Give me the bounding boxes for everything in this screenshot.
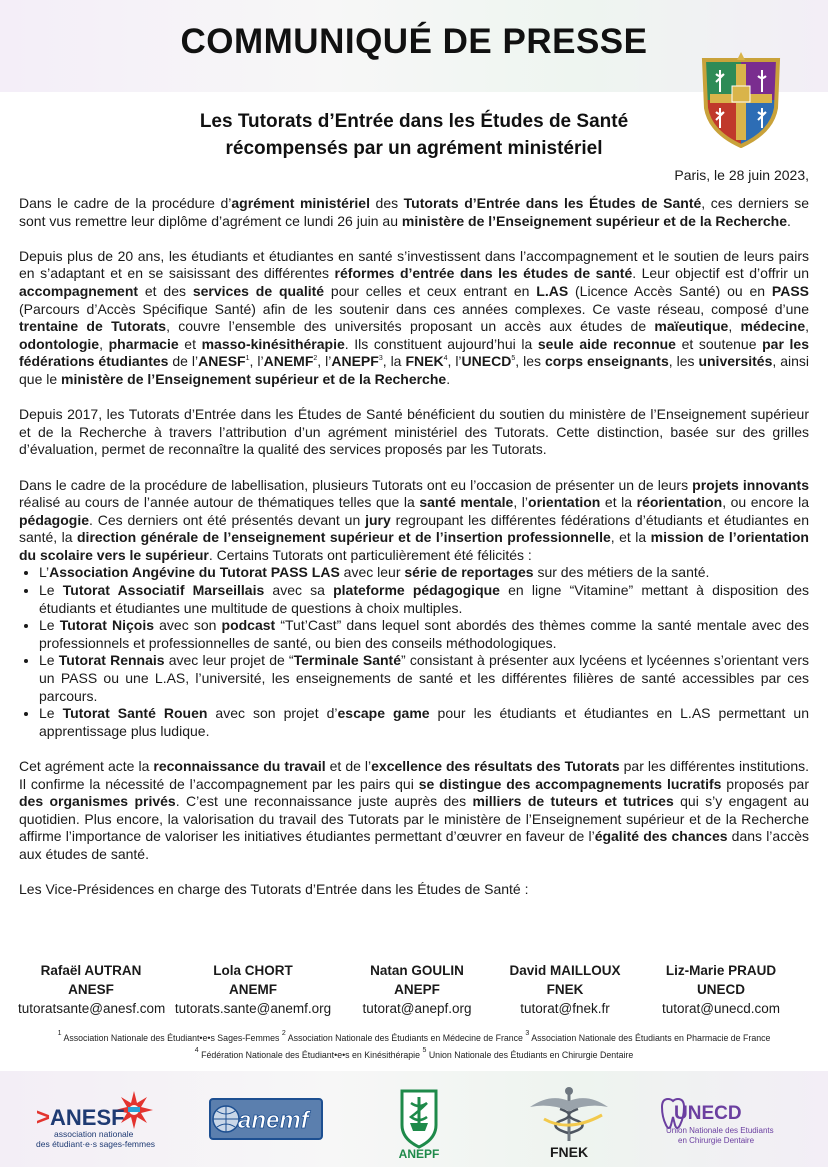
signatory	[18, 961, 164, 1018]
anemf-logo	[208, 1095, 324, 1143]
footnote: $^4$ Fédération Nationale des Étudiant•e•s en Kinésithérapie	[194, 1047, 421, 1060]
svg-text:des étudiant·e·s sages-femmes: des étudiant·e·s sages-femmes	[36, 1139, 156, 1149]
svg-text:>: >	[36, 1104, 51, 1131]
signatory-email[interactable]: tutorat@fnek.fr	[520, 1001, 610, 1016]
signatory-name: Natan GOULIN	[370, 963, 464, 978]
paragraph-intro: Dans le cadre de la procédure d’agrément ministériel des Tutorats d’Entrée dans les Études de Santé, ces derniers se sont vus remettre leur diplôme d’agrément ce lundi 26 juin au ministère de l’Enseignement supérieur et de la Recherche.	[19, 195, 809, 229]
footnote: $^2$ Association Nationale des Étudiants en Médecine de France	[281, 1030, 523, 1043]
svg-text:Union Nationale des Etudiants: Union Nationale des Etudiants	[666, 1126, 774, 1135]
svg-text:FNEK: FNEK	[549, 1144, 589, 1160]
footnotes	[0, 1030, 828, 1064]
svg-text:en Chirurgie Dentaire: en Chirurgie Dentaire	[678, 1136, 755, 1145]
paragraph-support: Depuis 2017, les Tutorats d’Entrée dans les Études de Santé bénéficient du soutien du ministère de l’Enseignement supérieur et de la Recherche à travers l’attribution d’un agrément ministériel des Tutorats. Cette distinction, basée sur des grilles d’évaluation, permet de reconnaître la qualité des services proposés par les Tutorats.	[19, 406, 809, 458]
paragraph-conclusion: Cet agrément acte la reconnaissance du travail et de l’excellence des résultats des Tutorats par les différentes institutions. Il confirme la nécessité de l’accompagnement par les pairs qui se distingue des accompagnements lucratifs proposés par des organismes privés. C’est une reconnaissance juste auprès des milliers de tuteurs et tutrices qui s’y engagent au quotidien. Plus encore, la valorisation du travail des Tutorats par le ministère de l’Enseignement supérieur et de la Recherche affirme l’importance de valoriser les initiatives étudiantes permettant d’œuvrer en faveur de l’égalité des chances dans l’accès aux études de santé.	[19, 758, 809, 862]
list-item: • Le Tutorat Rennais avec leur projet de “Terminale Santé” consistant à présenter aux lycéens et lycéennes s’orientant vers un PASS ou une L.AS, l’université, les enseignements de santé et les différentes filières de santé accessibles par ces parcours.	[39, 652, 809, 705]
signatory-name: David MAILLOUX	[509, 963, 621, 978]
signatory	[492, 961, 638, 1018]
signatory-org: ANEMF	[229, 982, 277, 997]
signatory-email[interactable]: tutoratsante@anesf.com	[18, 1001, 166, 1016]
paragraph-history: Depuis plus de 20 ans, les étudiants et étudiantes en santé s’investissent dans l’accompagnement et le soutien de leurs pairs en s’adaptant et en se saisissant des différentes réformes d’entrée dans les études de santé. Leur objectif est d’offrir un accompagnement et des services de qualité pour celles et ceux entrant en L.AS (Licence Accès Santé) ou en PASS (Parcours d’Accès Spécifique Santé) afin de les soutenir dans ces années complexes. Ce vaste réseau, composé d’une trentaine de Tutorats, couvre l’ensemble des universités proposant un accès aux études de maïeutique, médecine, odontologie, pharmacie et masso-kinésithérapie. Ils constituent aujourd’hui la seule aide reconnue et soutenue par les fédérations étudiantes de l’ANESF$^1$, l’ANEMF$^2$, l’ANEPF$^3$, la FNEK$^4$, l’UNECD$^5$, les corps enseignants, les universités, ainsi que le ministère de l’Enseignement supérieur et de la Recherche.	[19, 247, 810, 387]
signatory-org: UNECD	[696, 982, 745, 997]
svg-text:ANESF: ANESF	[50, 1105, 125, 1130]
signatory	[164, 961, 342, 1018]
list-item: • Le Tutorat Santé Rouen avec son projet d’escape game pour les étudiants et étudiantes en L.AS permettant un apprentissage plus ludique.	[39, 705, 809, 740]
paragraph-projects: Dans le cadre de la procédure de labellisation, plusieurs Tutorats ont eu l’occasion de présenter un de leurs projets innovants réalisé au cours de l’année autour de thématiques telles que la santé mentale, l’orientation et la réorientation, ou encore la pédagogie. Ces derniers ont été présentés devant un jury regroupant les différentes fédérations d’étudiants et étudiantes en santé, la direction générale de l’enseignement supérieur et de l’insertion professionnelle, et la mission de l’orientation du scolaire vers le supérieur. Certains Tutorats ont particulièrement été félicités :	[19, 476, 810, 563]
signatory-name: Lola CHORT	[213, 963, 293, 978]
list-item: • Le Tutorat Niçois avec son podcast “Tut’Cast” dans lequel sont abordés des thèmes comme la santé mentale avec des professionnels et professionnelles de santé, ou bien des conseils méthodologiques.	[39, 617, 809, 652]
footnotes-line-1	[0, 1030, 828, 1047]
caduceus-icon	[530, 1087, 608, 1141]
title-line-2: récompensés par un agrément ministériel	[225, 138, 603, 159]
svg-text:UNECD: UNECD	[674, 1103, 742, 1124]
signatory-email[interactable]: tutorat@unecd.com	[661, 1001, 780, 1016]
signatory-org: FNEK	[546, 982, 584, 997]
footnote: $^5$ Union Nationale des Étudiants en Chirurgie Dentaire	[422, 1047, 634, 1060]
footnotes-line-2	[0, 1047, 828, 1064]
anepf-logo	[396, 1085, 442, 1161]
press-release-title	[0, 108, 828, 162]
signatory-email[interactable]: tutorats.sante@anemf.org	[174, 1001, 332, 1016]
release-date: Paris, le 28 juin 2023,	[674, 167, 809, 183]
footnote: $^1$ Association Nationale des Étudiant•e•s Sages-Femmes	[57, 1030, 280, 1043]
signatory-name: Liz-Marie PRAUD	[665, 963, 777, 978]
fnek-logo	[526, 1085, 612, 1161]
list-item: • L’Association Angévine du Tutorat PASS LAS avec leur série de reportages sur des métiers de la santé.	[39, 564, 809, 582]
unecd-logo	[660, 1095, 790, 1147]
partner-logos	[0, 1071, 828, 1167]
signatory-org: ANESF	[68, 982, 114, 997]
signatory	[638, 961, 804, 1018]
signatory	[342, 961, 492, 1018]
signatory-name: Rafaël AUTRAN	[40, 963, 142, 978]
anesf-logo	[34, 1087, 164, 1159]
project-list	[19, 564, 809, 740]
signatories	[18, 961, 810, 1018]
paragraph-signatories-intro: Les Vice-Présidences en charge des Tutorats d’Entrée dans les Études de Santé :	[19, 881, 529, 898]
list-item: • Le Tutorat Associatif Marseillais avec sa plateforme pédagogique en ligne “Vitamine” mettant à disposition des étudiants et étudiantes une multitude de questions à choix multiples.	[39, 582, 809, 617]
signatory-org: ANEPF	[394, 982, 440, 997]
svg-text:association nationale: association nationale	[54, 1129, 134, 1139]
svg-text:anemf: anemf	[238, 1107, 309, 1134]
signatory-email[interactable]: tutorat@anepf.org	[362, 1001, 472, 1016]
title-line-1: Les Tutorats d’Entrée dans les Études de Santé	[199, 111, 629, 132]
press-body	[19, 195, 809, 916]
footnote: $^3$ Association Nationale des Étudiants en Pharmacie de France	[525, 1030, 771, 1043]
svg-text:ANEPF: ANEPF	[398, 1147, 440, 1161]
page-title: COMMUNIQUÉ DE PRESSE	[180, 22, 648, 61]
